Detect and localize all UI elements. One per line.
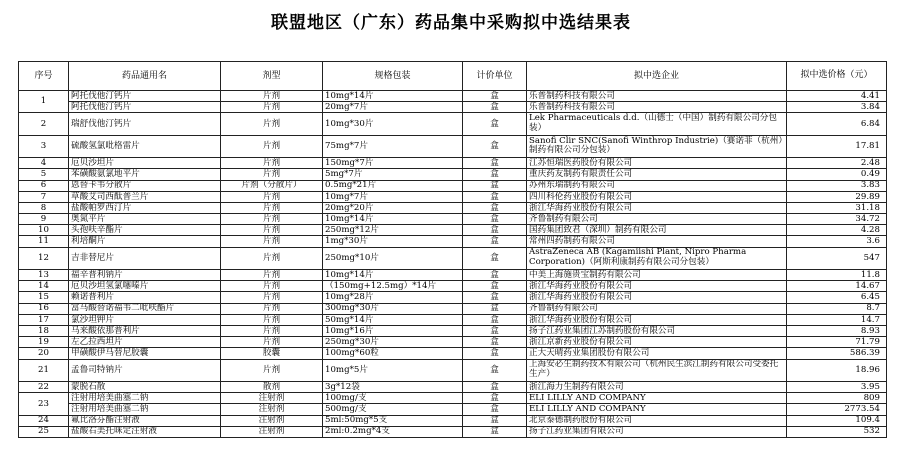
cell-price: 2.48 [787, 158, 887, 169]
table-row [19, 270, 887, 281]
cell-no: 25 [19, 426, 69, 437]
cell-company: 浙江华海药业股份有限公司 [527, 281, 787, 292]
cell-form: 片剂 [221, 214, 323, 225]
cell-no: 10 [19, 225, 69, 236]
header-no: 序号 [19, 62, 69, 91]
cell-price: 3.84 [787, 102, 887, 113]
cell-form: 注射剂 [221, 415, 323, 426]
cell-price: 18.96 [787, 359, 887, 381]
cell-form: 注射剂 [221, 393, 323, 404]
cell-spec: 10mg*14片 [323, 91, 463, 102]
cell-spec: 50mg*14片 [323, 314, 463, 325]
cell-company: 江苏恒瑞医药股份有限公司 [527, 158, 787, 169]
cell-no: 21 [19, 359, 69, 381]
cell-spec: 2ml:0.2mg*4支 [323, 426, 463, 437]
cell-form: 胶囊 [221, 348, 323, 359]
table-row [19, 337, 887, 348]
cell-unit: 盒 [463, 426, 527, 437]
table-row [19, 191, 887, 202]
cell-company: 浙江华海药业股份有限公司 [527, 314, 787, 325]
cell-price: 29.89 [787, 191, 887, 202]
cell-no: 11 [19, 236, 69, 247]
cell-no: 23 [19, 393, 69, 415]
cell-no: 3 [19, 135, 69, 157]
cell-form: 片剂 [221, 359, 323, 381]
table-row [19, 281, 887, 292]
cell-no: 12 [19, 247, 69, 269]
cell-no: 14 [19, 281, 69, 292]
cell-unit: 盒 [463, 415, 527, 426]
table-row [19, 325, 887, 336]
page-title: 联盟地区（广东）药品集中采购拟中选结果表 [271, 13, 631, 33]
cell-price: 6.84 [787, 113, 887, 135]
cell-name: 草酸艾司西酞普兰片 [69, 191, 221, 202]
cell-name: 左乙拉西坦片 [69, 337, 221, 348]
cell-no: 20 [19, 348, 69, 359]
table-row [19, 303, 887, 314]
table-row [19, 169, 887, 180]
cell-unit: 盒 [463, 303, 527, 314]
cell-no: 19 [19, 337, 69, 348]
cell-price: 2773.54 [787, 404, 887, 415]
cell-name: 厄贝沙坦氢氯噻嗪片 [69, 281, 221, 292]
table-row [19, 180, 887, 191]
cell-form: 片剂 [221, 337, 323, 348]
cell-price: 109.4 [787, 415, 887, 426]
table-row [19, 102, 887, 113]
cell-company: 上海安必生制药技术有限公司（杭州民生滨江制药有限公司受委托生产） [527, 359, 787, 381]
cell-unit: 盒 [463, 359, 527, 381]
table-row [19, 426, 887, 437]
cell-spec: 150mg*7片 [323, 158, 463, 169]
cell-spec: 75mg*7片 [323, 135, 463, 157]
cell-unit: 盒 [463, 169, 527, 180]
cell-name: 阿托伐他汀钙片 [69, 91, 221, 102]
cell-price: 17.81 [787, 135, 887, 157]
cell-form: 片剂 [221, 135, 323, 157]
cell-no: 22 [19, 381, 69, 392]
cell-company: 苏州东瑞制药有限公司 [527, 180, 787, 191]
cell-price: 3.95 [787, 381, 887, 392]
cell-form: 片剂 [221, 191, 323, 202]
cell-unit: 盒 [463, 325, 527, 336]
table-row [19, 415, 887, 426]
cell-company: 扬子江药业集团江苏制药股份有限公司 [527, 325, 787, 336]
cell-company: 齐鲁制药有限公司 [527, 214, 787, 225]
cell-spec: 20mg*7片 [323, 102, 463, 113]
cell-unit: 盒 [463, 314, 527, 325]
cell-company: Sanofi Clir SNC(Sanofi Winthrop Industrie)（赛诺菲（杭州）制药有限公司分包装） [527, 135, 787, 157]
cell-unit: 盒 [463, 270, 527, 281]
cell-no: 24 [19, 415, 69, 426]
cell-unit: 盒 [463, 91, 527, 102]
cell-no: 9 [19, 214, 69, 225]
cell-price: 532 [787, 426, 887, 437]
cell-price: 11.8 [787, 270, 887, 281]
cell-unit: 盒 [463, 191, 527, 202]
cell-unit: 盒 [463, 404, 527, 415]
table-row [19, 113, 887, 135]
cell-unit: 盒 [463, 281, 527, 292]
cell-name: 氟比洛芬酯注射液 [69, 415, 221, 426]
header-spec: 规格包装 [323, 62, 463, 91]
cell-price: 3.6 [787, 236, 887, 247]
table-row [19, 393, 887, 404]
cell-company: 乐普制药科技有限公司 [527, 91, 787, 102]
cell-spec: 3g*12袋 [323, 381, 463, 392]
cell-spec: 5mg*7片 [323, 169, 463, 180]
header-name: 药品通用名 [69, 62, 221, 91]
cell-name: 盐酸右美托咪定注射液 [69, 426, 221, 437]
cell-unit: 盒 [463, 225, 527, 236]
cell-no: 8 [19, 202, 69, 213]
cell-name: 注射用培美曲塞二钠 [69, 393, 221, 404]
cell-form: 注射剂 [221, 426, 323, 437]
table-row [19, 236, 887, 247]
cell-spec: 300mg*30片 [323, 303, 463, 314]
cell-spec: 10mg*28片 [323, 292, 463, 303]
table-header-row [19, 62, 887, 91]
cell-name: 厄贝沙坦片 [69, 158, 221, 169]
cell-no: 15 [19, 292, 69, 303]
cell-company: 乐普制药科技有限公司 [527, 102, 787, 113]
cell-price: 14.7 [787, 314, 887, 325]
cell-form: 片剂 [221, 270, 323, 281]
cell-spec: （150mg+12.5mg）*14片 [323, 281, 463, 292]
table-row [19, 247, 887, 269]
cell-company: 浙江海力生制药有限公司 [527, 381, 787, 392]
cell-form: 片剂 [221, 225, 323, 236]
cell-spec: 10mg*7片 [323, 191, 463, 202]
cell-unit: 盒 [463, 113, 527, 135]
cell-form: 片剂 [221, 247, 323, 269]
cell-name: 甲磺酸伊马替尼胶囊 [69, 348, 221, 359]
cell-spec: 10mg*30片 [323, 113, 463, 135]
cell-form: 片剂 [221, 303, 323, 314]
cell-name: 瑞舒伐他汀钙片 [69, 113, 221, 135]
cell-price: 6.45 [787, 292, 887, 303]
cell-price: 4.28 [787, 225, 887, 236]
cell-unit: 盒 [463, 236, 527, 247]
header-company: 拟中选企业 [527, 62, 787, 91]
cell-no: 5 [19, 169, 69, 180]
cell-form: 片剂 [221, 169, 323, 180]
cell-form: 片剂 [221, 113, 323, 135]
table-body [19, 91, 887, 438]
header-form: 剂型 [221, 62, 323, 91]
cell-no: 4 [19, 158, 69, 169]
cell-form: 片剂 [221, 281, 323, 292]
cell-price: 8.7 [787, 303, 887, 314]
table-row [19, 158, 887, 169]
table-row [19, 348, 887, 359]
table-row [19, 404, 887, 415]
cell-no: 2 [19, 113, 69, 135]
cell-name: 阿托伐他汀钙片 [69, 102, 221, 113]
table-row [19, 135, 887, 157]
cell-form: 注射剂 [221, 404, 323, 415]
cell-price: 547 [787, 247, 887, 269]
cell-name: 硫酸氢氯吡格雷片 [69, 135, 221, 157]
cell-form: 片剂 [221, 91, 323, 102]
table-row [19, 292, 887, 303]
cell-form: 片剂 [221, 314, 323, 325]
cell-price: 809 [787, 393, 887, 404]
cell-unit: 盒 [463, 202, 527, 213]
cell-unit: 盒 [463, 337, 527, 348]
cell-no: 1 [19, 91, 69, 113]
cell-no: 6 [19, 180, 69, 191]
cell-spec: 10mg*14片 [323, 270, 463, 281]
table-row [19, 381, 887, 392]
cell-spec: 500mg/支 [323, 404, 463, 415]
cell-company: 常州四药制药有限公司 [527, 236, 787, 247]
header-price: 拟中选价格（元） [787, 62, 887, 91]
cell-name: 赖诺普利片 [69, 292, 221, 303]
cell-name: 恩替卡韦分散片 [69, 180, 221, 191]
cell-name: 奥氮平片 [69, 214, 221, 225]
cell-company: 中美上海施贵宝制药有限公司 [527, 270, 787, 281]
cell-name: 盐酸帕罗西汀片 [69, 202, 221, 213]
cell-company: 北京泰德制药股份有限公司 [527, 415, 787, 426]
cell-company: 浙江华海药业股份有限公司 [527, 292, 787, 303]
cell-spec: 250mg*30片 [323, 337, 463, 348]
cell-spec: 250mg*12片 [323, 225, 463, 236]
cell-form: 片剂 [221, 158, 323, 169]
table-row [19, 314, 887, 325]
cell-name: 孟鲁司特钠片 [69, 359, 221, 381]
cell-price: 71.79 [787, 337, 887, 348]
table-row [19, 214, 887, 225]
cell-name: 头孢呋辛酯片 [69, 225, 221, 236]
cell-form: 片剂 [221, 325, 323, 336]
cell-spec: 250mg*10片 [323, 247, 463, 269]
cell-form: 片剂 [221, 202, 323, 213]
cell-form: 片剂 [221, 102, 323, 113]
cell-company: ELI LILLY AND COMPANY [527, 393, 787, 404]
cell-company: AstraZeneca AB (Kagamiishi Plant, Nipro Pharma Corporation)（阿斯利康制药有限公司分包装） [527, 247, 787, 269]
table-row [19, 225, 887, 236]
cell-spec: 1mg*30片 [323, 236, 463, 247]
header-unit: 计价单位 [463, 62, 527, 91]
cell-unit: 盒 [463, 393, 527, 404]
cell-name: 氯沙坦钾片 [69, 314, 221, 325]
cell-form: 片剂 [221, 292, 323, 303]
cell-unit: 盒 [463, 158, 527, 169]
cell-company: 重庆药友制药有限责任公司 [527, 169, 787, 180]
cell-spec: 100mg/支 [323, 393, 463, 404]
cell-price: 31.18 [787, 202, 887, 213]
cell-spec: 20mg*20片 [323, 202, 463, 213]
cell-name: 利培酮片 [69, 236, 221, 247]
cell-price: 586.39 [787, 348, 887, 359]
cell-name: 富马酸替诺福韦二吡呋酯片 [69, 303, 221, 314]
cell-company: Lek Pharmaceuticals d.d.（山德士（中国）制药有限公司分包装） [527, 113, 787, 135]
cell-name: 苯磺酸氨氯地平片 [69, 169, 221, 180]
table-row [19, 202, 887, 213]
cell-company: 浙江京新药业股份有限公司 [527, 337, 787, 348]
cell-unit: 盒 [463, 180, 527, 191]
cell-name: 马来酸依那普利片 [69, 325, 221, 336]
cell-form: 散剂 [221, 381, 323, 392]
cell-price: 34.72 [787, 214, 887, 225]
cell-form: 片剂（分散片） [221, 180, 323, 191]
cell-company: 国药集团致君（深圳）制药有限公司 [527, 225, 787, 236]
cell-name: 注射用培美曲塞二钠 [69, 404, 221, 415]
cell-price: 8.93 [787, 325, 887, 336]
results-table [18, 61, 887, 438]
cell-spec: 5ml:50mg*5支 [323, 415, 463, 426]
cell-spec: 100mg*60粒 [323, 348, 463, 359]
cell-unit: 盒 [463, 381, 527, 392]
cell-spec: 10mg*5片 [323, 359, 463, 381]
cell-name: 福辛普利钠片 [69, 270, 221, 281]
cell-unit: 盒 [463, 348, 527, 359]
cell-spec: 10mg*14片 [323, 214, 463, 225]
cell-form: 片剂 [221, 236, 323, 247]
cell-company: ELI LILLY AND COMPANY [527, 404, 787, 415]
cell-company: 正大天晴药业集团股份有限公司 [527, 348, 787, 359]
cell-no: 17 [19, 314, 69, 325]
cell-unit: 盒 [463, 102, 527, 113]
cell-price: 4.41 [787, 91, 887, 102]
cell-name: 吉非替尼片 [69, 247, 221, 269]
cell-no: 13 [19, 270, 69, 281]
cell-unit: 盒 [463, 214, 527, 225]
cell-no: 18 [19, 325, 69, 336]
cell-company: 齐鲁制药有限公司 [527, 303, 787, 314]
cell-price: 14.67 [787, 281, 887, 292]
cell-price: 3.83 [787, 180, 887, 191]
cell-name: 蒙脱石散 [69, 381, 221, 392]
cell-company: 扬子江药业集团有限公司 [527, 426, 787, 437]
cell-spec: 10mg*16片 [323, 325, 463, 336]
cell-unit: 盒 [463, 247, 527, 269]
cell-unit: 盒 [463, 135, 527, 157]
table-row [19, 359, 887, 381]
cell-spec: 0.5mg*21片 [323, 180, 463, 191]
cell-no: 16 [19, 303, 69, 314]
cell-unit: 盒 [463, 292, 527, 303]
table-row [19, 91, 887, 102]
cell-company: 四川科伦药业股份有限公司 [527, 191, 787, 202]
cell-price: 0.49 [787, 169, 887, 180]
cell-no: 7 [19, 191, 69, 202]
cell-company: 浙江华海药业股份有限公司 [527, 202, 787, 213]
